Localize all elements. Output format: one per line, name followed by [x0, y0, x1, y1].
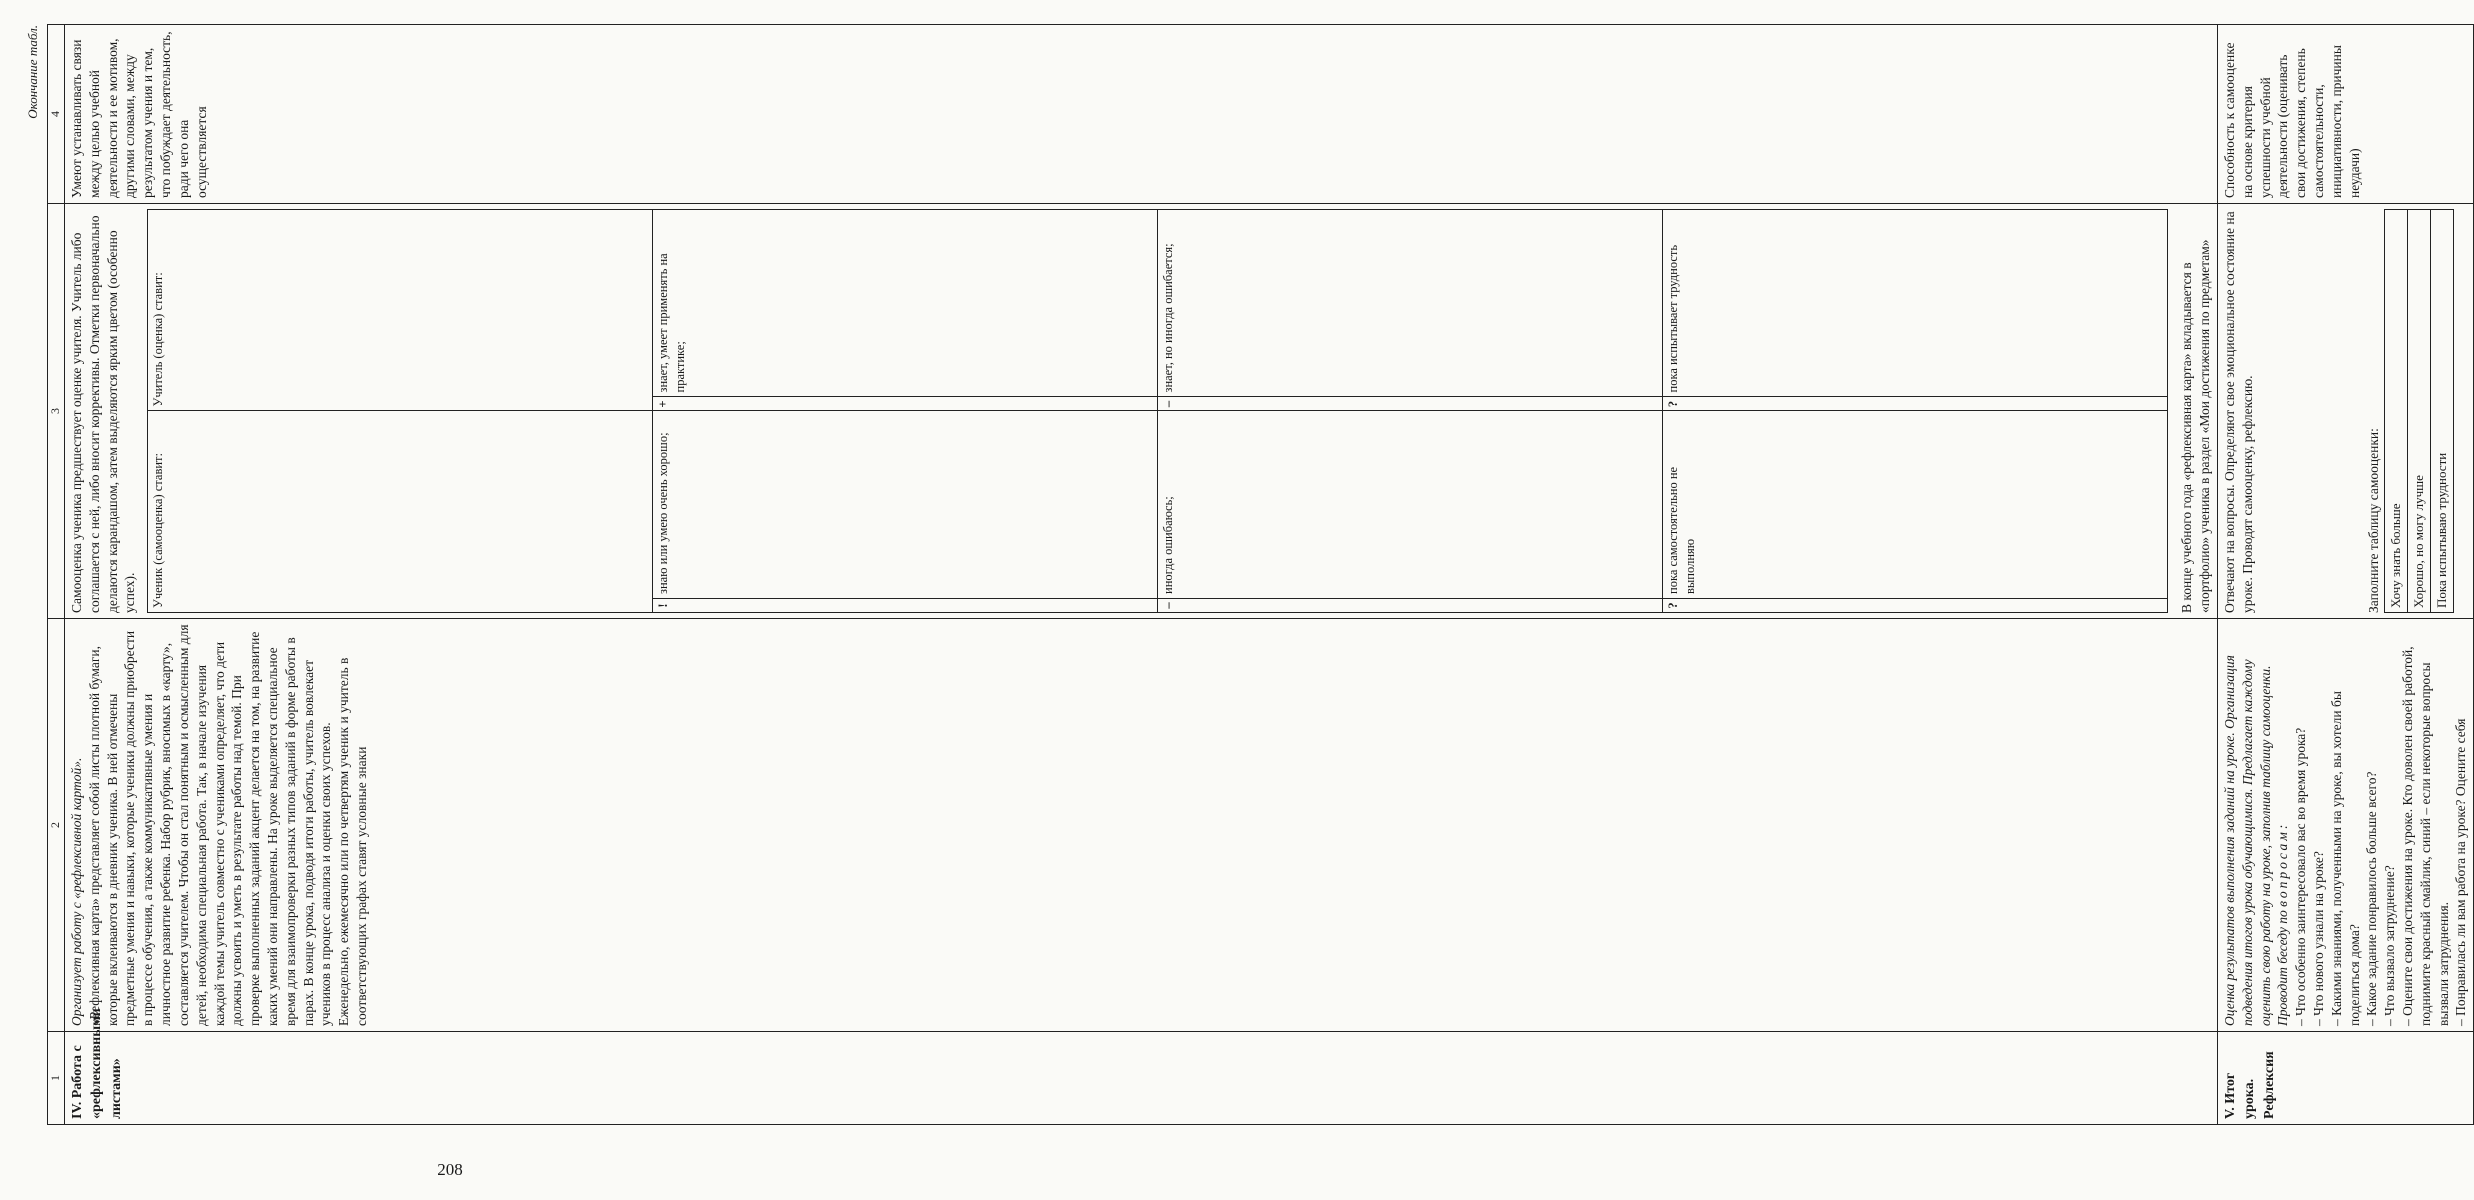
teacher-symbol-meaning: знает, умеет применять на практике;	[653, 210, 1158, 398]
activity-intro: Оценка результатов выполнения заданий на уроке. Организация подведения итогов урока обучающимися. Предлагает каждому оценить свою работу на уроке, заполнив таблицу самооценки.	[2221, 655, 2273, 1026]
stage-title: V. Итог урока. Рефлексия	[2222, 1051, 2277, 1119]
self-assessment-row: Хочу знать больше	[2385, 210, 2408, 613]
self-assessment-row: Пока испытываю трудности	[2431, 210, 2454, 613]
conversation-prefix: Проводит беседу по	[2275, 906, 2291, 1026]
learning-outcome-cell	[65, 25, 2218, 204]
lesson-table	[47, 24, 2474, 1125]
teacher-symbol: –	[1158, 397, 1663, 411]
assessment-text: Самооценка ученика предшествует оценке учителя. Учитель либо соглашается с ней, либо вносит коррективы. Отметки первоначально делаются карандашом, затем выделяются ярким цветом (особенно успех).	[69, 215, 138, 613]
student-symbol-meaning: иногда ошибаюсь;	[1158, 411, 1663, 599]
column-header-1: 1	[48, 1032, 65, 1125]
self-assessment-row: Хорошо, но могу лучше	[2408, 210, 2431, 613]
student-symbol: !	[653, 599, 1158, 613]
teacher-symbol-meaning: пока испытывает трудность	[1663, 210, 2168, 398]
student-symbol-meaning: знаю или умею очень хорошо;	[653, 411, 1158, 599]
stage-cell	[65, 1008, 2218, 1125]
teacher-symbol: +	[653, 397, 1158, 411]
teacher-symbol: ?	[1663, 397, 2168, 411]
question-item: – Понравилась ли вам работа на уроке? Оцените себя	[2453, 718, 2469, 1026]
teacher-activity-cell	[2217, 619, 2473, 1032]
reflection-text: Отвечают на вопросы. Определяют свое эмоциональное состояние на уроке. Проводят самооценку, рефлексию.	[2221, 211, 2255, 613]
teacher-symbol-meaning: знает, но иногда ошибается;	[1158, 210, 1663, 398]
question-item: – Какое задание понравилось больше всего?	[2364, 771, 2380, 1026]
learning-outcome-text: Умеют устанавливать связи между целью учебной деятельности и ее мотивом, другими словами, между результатом учения и тем, что побуждает деятельность, ради чего она осуществляется	[69, 31, 209, 198]
table-caption: Окончание табл.	[25, 25, 40, 119]
portfolio-text: В конце учебного года «рефлексивная карта» вкладывается в «портфолио» ученика в раздел «Мои достижения по предметам»	[2179, 239, 2213, 613]
student-symbol: ?	[1663, 599, 2168, 613]
question-item: – Оцените свои достижения на уроке. Кто доволен своей работой, поднимите красный смайлик, синий – если некоторые вопросы вызвали затруднения.	[2400, 646, 2451, 1026]
column-header-4: 4	[48, 25, 65, 204]
question-item: – Что нового узнали на уроке?	[2310, 851, 2326, 1026]
student-header: Ученик (самооценка) ставит:	[148, 411, 653, 613]
learning-outcome-text: Способность к самооценке на основе критерия успешности учебной деятельности (оценивать свои достижения, степень самостоятельности, инициативности, причины неудачи)	[2221, 42, 2362, 198]
teacher-header: Учитель (оценка) ставит:	[148, 210, 653, 412]
learning-outcome-cell	[2217, 25, 2473, 204]
teacher-activity-cell	[65, 619, 2218, 1032]
self-assessment-table	[2384, 209, 2454, 613]
student-activity-cell	[65, 204, 2218, 619]
question-item: – Что особенно заинтересовало вас во время урока?	[2293, 727, 2309, 1026]
page-number: 208	[437, 1160, 463, 1179]
table-row-stage-4	[65, 25, 2218, 1125]
activity-text: «Рефлексивная карта» представляет собой листы плотной бумаги, которые вклеиваются в дневник ученика. В ней отмечены предметные умения и навыки, которые ученики должны приобрести в процессе обучения, а также коммуникативные умения и личностное развитие ребенка. Набор рубрик, вносимых в «карту», составляется учителем. Чтобы он стал понятным и осмысленным для детей, необходима специальная работа. Так, в начале изучения каждой темы учитель совместно с учениками определяет, что дети должны усвоить и уметь в результате работы над темой. При проверке выполненных заданий акцент делается на том, на развитие каких умений они направлены. На уроке выделяется специальное время для взаимопроверки разных типов заданий в форме работы в парах. В конце урока, подводя итоги работы, учитель вовлекает учеников в процесс анализа и оценки своих успехов.	[86, 624, 334, 1026]
stage-title: IV. Работа с «рефлексивными листами»	[70, 1008, 124, 1119]
question-item: – Что вызвало затруднение?	[2382, 865, 2398, 1026]
student-activity-cell	[2217, 204, 2473, 619]
column-header-row	[48, 25, 65, 1125]
student-symbol-meaning: пока самостоятельно не выполняю	[1663, 411, 2168, 599]
activity-text-2: Еженедельно, ежемесячно или по четвертям ученик и учитель в соответствующих графах ставят условные знаки	[336, 657, 369, 1026]
column-header-2: 2	[48, 619, 65, 1032]
self-assessment-prompt: Заполните таблицу самооценки:	[2365, 428, 2381, 613]
rotated-page	[25, 25, 2469, 1125]
table-row-stage-5	[2217, 25, 2473, 1125]
grading-symbols-table	[147, 209, 2168, 613]
activity-intro: Организует работу с «рефлексивной картой».	[69, 757, 84, 1026]
question-item: – Какими знаниями, полученными на уроке, вы хотели бы поделиться дома?	[2328, 691, 2362, 1026]
column-header-3: 3	[48, 204, 65, 619]
conversation-word: вопросам:	[2275, 821, 2291, 907]
student-symbol: –	[1158, 599, 1663, 613]
stage-cell	[2217, 1032, 2473, 1125]
